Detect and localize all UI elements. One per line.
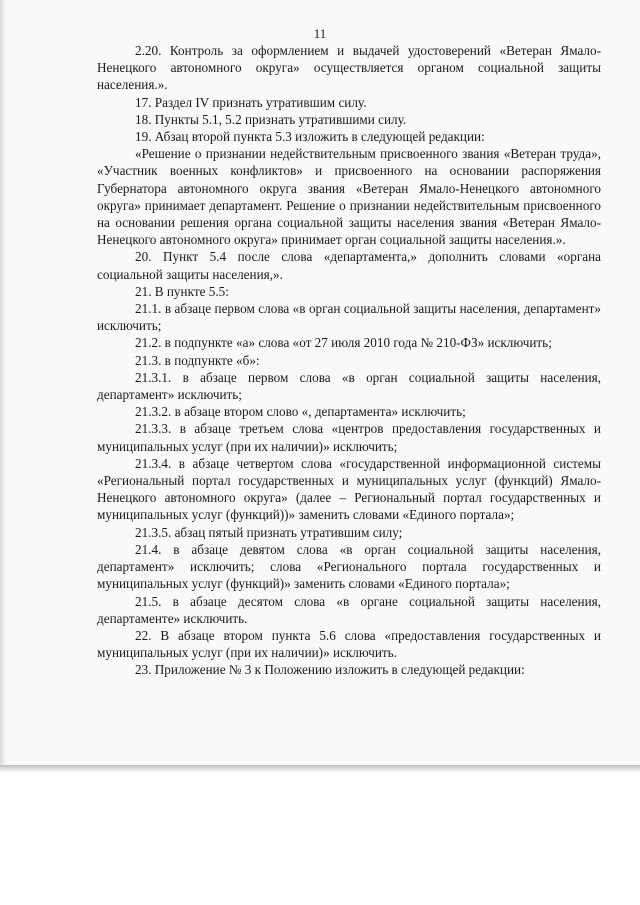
paragraph: 17. Раздел IV признать утратившим силу. [135,94,367,110]
paragraph: 22. В абзаце втором пункта 5.6 слова «предоставления государственных и муниципальных услуг (при их наличии)» исключить. [97,627,601,661]
paragraph: 21.1. в абзаце первом слова «в орган социальной защиты населения, департамент» исключить; [97,301,601,334]
paragraph: 21.3.2. в абзаце втором слово «, департамента» исключить; [135,404,466,420]
paragraph: 20. Пункт 5.4 после слова «департамента,» дополнить словами «органа социальной защиты населения,». [97,249,601,282]
page-number: 11 [313,26,327,41]
paragraph: 23. Приложение № 3 к Положению изложить в следующей редакции: [135,662,525,678]
paragraph: 21.3. в подпункте «б»: [135,352,260,368]
paragraph: 21.5. в абзаце десятом слова «в органе социальной защиты населения, департаменте» исключить. [97,593,601,626]
scan-bottom-edge [0,765,640,773]
document-body [97,42,601,679]
paragraph: 2.20. Контроль за оформлением и выдачей удостоверений «Ветеран Ямало-Ненецкого автономного округа» осуществляется органом социальной защиты населения.». [97,43,601,93]
paragraph: 21.3.4. в абзаце четвертом слова «государственной информационной системы «Региональный портал государственных и муниципальных услуг (функций) Ямало-Ненецкого автономного округа» (далее – Региональный портал государственных и муниципальных услуг (функций))» заменить словами «Единого портала»; [97,455,601,523]
paragraph: 21.3.3. в абзаце третьем слова «центров предоставления государственных и муниципальных услуг (при их наличии)» исключить; [97,421,601,454]
paragraph: 21.3.5. абзац пятый признать утратившим силу; [135,524,403,540]
scan-shadow [0,0,6,765]
paragraph: 21. В пункте 5.5: [135,283,229,299]
paragraph: «Решение о признании недействительным присвоенного звания «Ветеран труда», «Участник военных конфликтов» и присвоенного на основании распоряжения Губернатора автономного округа звания «Ветеран Ямало-Ненецкого автономного округа» принимает департамент. Решение о признании недействительным присвоенного на основании решения органа социальной защиты населения звания «Ветеран Ямало-Ненецкого автономного округа» принимает орган социальной защиты населения.». [97,146,601,248]
paragraph: 21.3.1. в абзаце первом слова «в орган социальной защиты населения, департамент» исключить; [97,369,601,403]
paragraph: 21.4. в абзаце девятом слова «в орган социальной защиты населения, департамент» исключить; слова «Регионального портала государственных и муниципальных услуг (функций)» заменить словами «Единого портала»; [97,541,601,592]
paragraph: 21.2. в подпункте «а» слова «от 27 июля 2010 года № 210-ФЗ» исключить; [135,335,552,351]
paragraph: 18. Пункты 5.1, 5.2 признать утратившими силу. [135,111,407,127]
paragraph: 19. Абзац второй пункта 5.3 изложить в следующей редакции: [135,129,485,145]
